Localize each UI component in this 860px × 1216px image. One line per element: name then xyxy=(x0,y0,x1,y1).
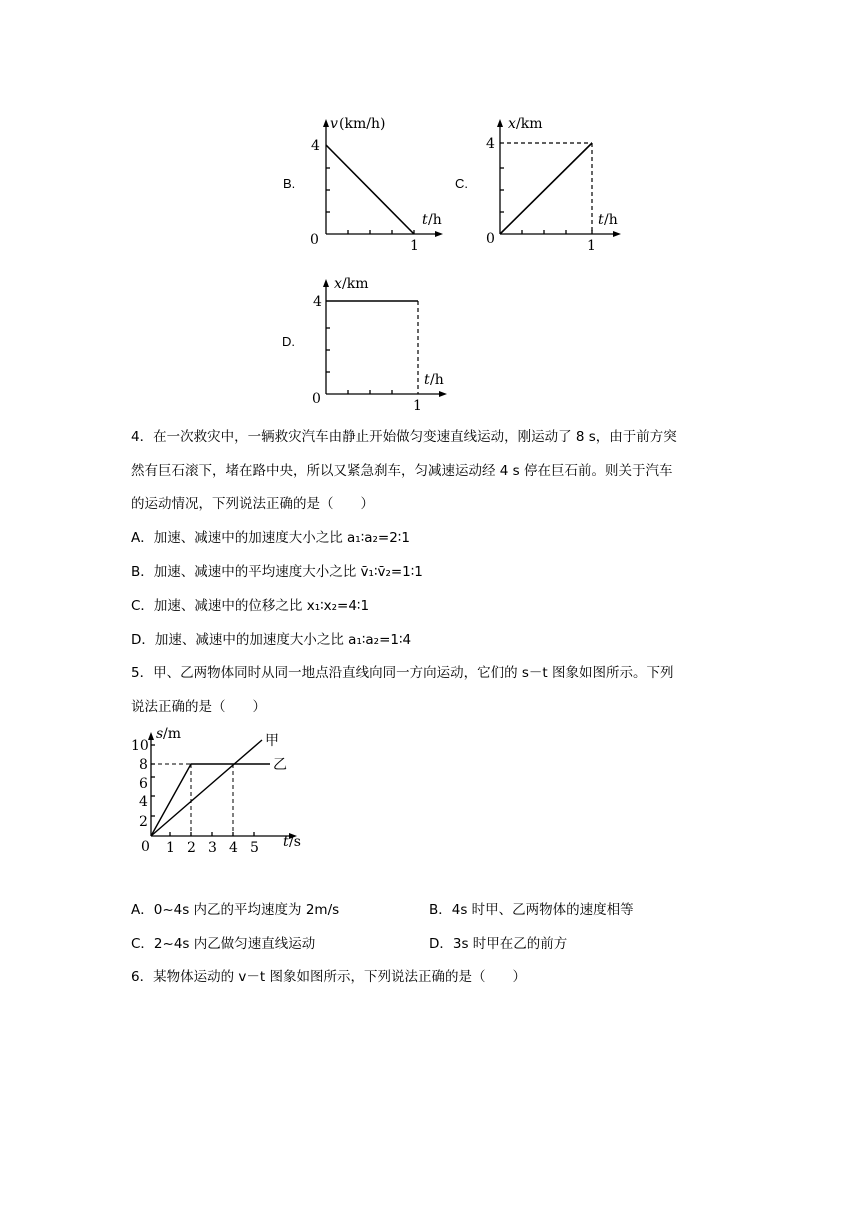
q4-option-d: D．加速、减速中的加速度大小之比 a₁∶a₂=1∶4 xyxy=(131,632,412,648)
line-jia xyxy=(151,740,262,836)
st-ytick-10: 10 xyxy=(131,738,149,754)
c-y-tick: 4 xyxy=(486,136,495,152)
st-ytick-2: 2 xyxy=(139,814,148,830)
option-d-label: D. xyxy=(282,334,295,349)
c-y-unit: /km xyxy=(516,116,543,132)
q4-option-a: A．加速、减速中的加速度大小之比 a₁∶a₂=2∶1 xyxy=(131,530,410,546)
st-ytick-6: 6 xyxy=(139,776,148,792)
q4-line-1: 4．在一次救灾中，一辆救灾汽车由静止开始做匀变速直线运动，刚运动了 8 s，由于前方突 xyxy=(131,429,677,445)
q4-line-3: 的运动情况，下列说法正确的是（ ） xyxy=(131,496,374,512)
b-data-line xyxy=(326,145,414,234)
q5-option-c: C．2~4s 内乙做匀速直线运动 xyxy=(131,936,316,952)
graph-d xyxy=(300,270,460,415)
b-x-unit: /h xyxy=(428,212,442,228)
b-y-unit: (km/h) xyxy=(339,116,386,132)
q5-option-b: B．4s 时甲、乙两物体的速度相等 xyxy=(429,902,634,918)
b-y-var: v xyxy=(330,116,338,132)
q5-option-a: A．0~4s 内乙的平均速度为 2m/s xyxy=(131,902,340,918)
st-ytick-8: 8 xyxy=(139,757,148,773)
graph-c xyxy=(474,110,634,255)
b-origin: 0 xyxy=(310,232,319,248)
c-x-unit: /h xyxy=(604,212,618,228)
d-x-unit: /h xyxy=(430,372,444,388)
b-x-tick: 1 xyxy=(410,238,419,254)
label-yi: 乙 xyxy=(273,757,287,773)
b-x-var: t xyxy=(422,212,428,228)
b-y-tick: 4 xyxy=(311,138,320,154)
st-xtick-5: 5 xyxy=(250,840,259,856)
d-origin: 0 xyxy=(312,391,321,407)
st-y-var: s xyxy=(156,726,164,742)
c-x-var: t xyxy=(598,212,604,228)
q5-option-d: D．3s 时甲在乙的前方 xyxy=(429,936,568,952)
line-yi xyxy=(151,764,270,836)
option-b-label: B. xyxy=(283,176,296,191)
c-origin: 0 xyxy=(486,231,495,247)
graph-b xyxy=(300,110,460,255)
st-ytick-4: 4 xyxy=(139,794,148,810)
st-xtick-1: 1 xyxy=(166,840,175,856)
option-c-label: C. xyxy=(455,176,468,191)
d-x-var: t xyxy=(424,372,430,388)
st-graph xyxy=(120,726,320,860)
st-x-var: t xyxy=(283,834,289,850)
label-jia: 甲 xyxy=(265,733,279,749)
st-origin: 0 xyxy=(141,839,150,855)
d-y-tick: 4 xyxy=(313,294,322,310)
c-y-var: x xyxy=(508,116,516,132)
d-x-tick: 1 xyxy=(413,398,422,414)
c-x-tick: 1 xyxy=(587,238,596,254)
st-xtick-3: 3 xyxy=(208,840,217,856)
st-x-unit: /s xyxy=(289,834,301,850)
d-y-var: x xyxy=(334,276,342,292)
c-data-line xyxy=(500,143,592,234)
q5-line-2: 说法正确的是（ ） xyxy=(131,699,266,715)
q6-line-1: 6．某物体运动的 v－t 图象如图所示，下列说法正确的是（ ） xyxy=(131,969,526,985)
st-xtick-2: 2 xyxy=(187,840,196,856)
d-y-unit: /km xyxy=(342,276,369,292)
q4-option-b: B．加速、减速中的平均速度大小之比 v̄₁∶v̄₂=1∶1 xyxy=(131,564,423,580)
q4-option-c: C．加速、减速中的位移之比 x₁∶x₂=4∶1 xyxy=(131,598,370,614)
st-y-unit: /m xyxy=(163,726,181,742)
q5-line-1: 5．甲、乙两物体同时从同一地点沿直线向同一方向运动，它们的 s－t 图象如图所示。下列 xyxy=(131,665,674,681)
st-xtick-4: 4 xyxy=(229,840,238,856)
q4-line-2: 然有巨石滚下，堵在路中央，所以又紧急刹车，匀减速运动经 4 s 停在巨石前。则关于汽车 xyxy=(131,463,673,479)
